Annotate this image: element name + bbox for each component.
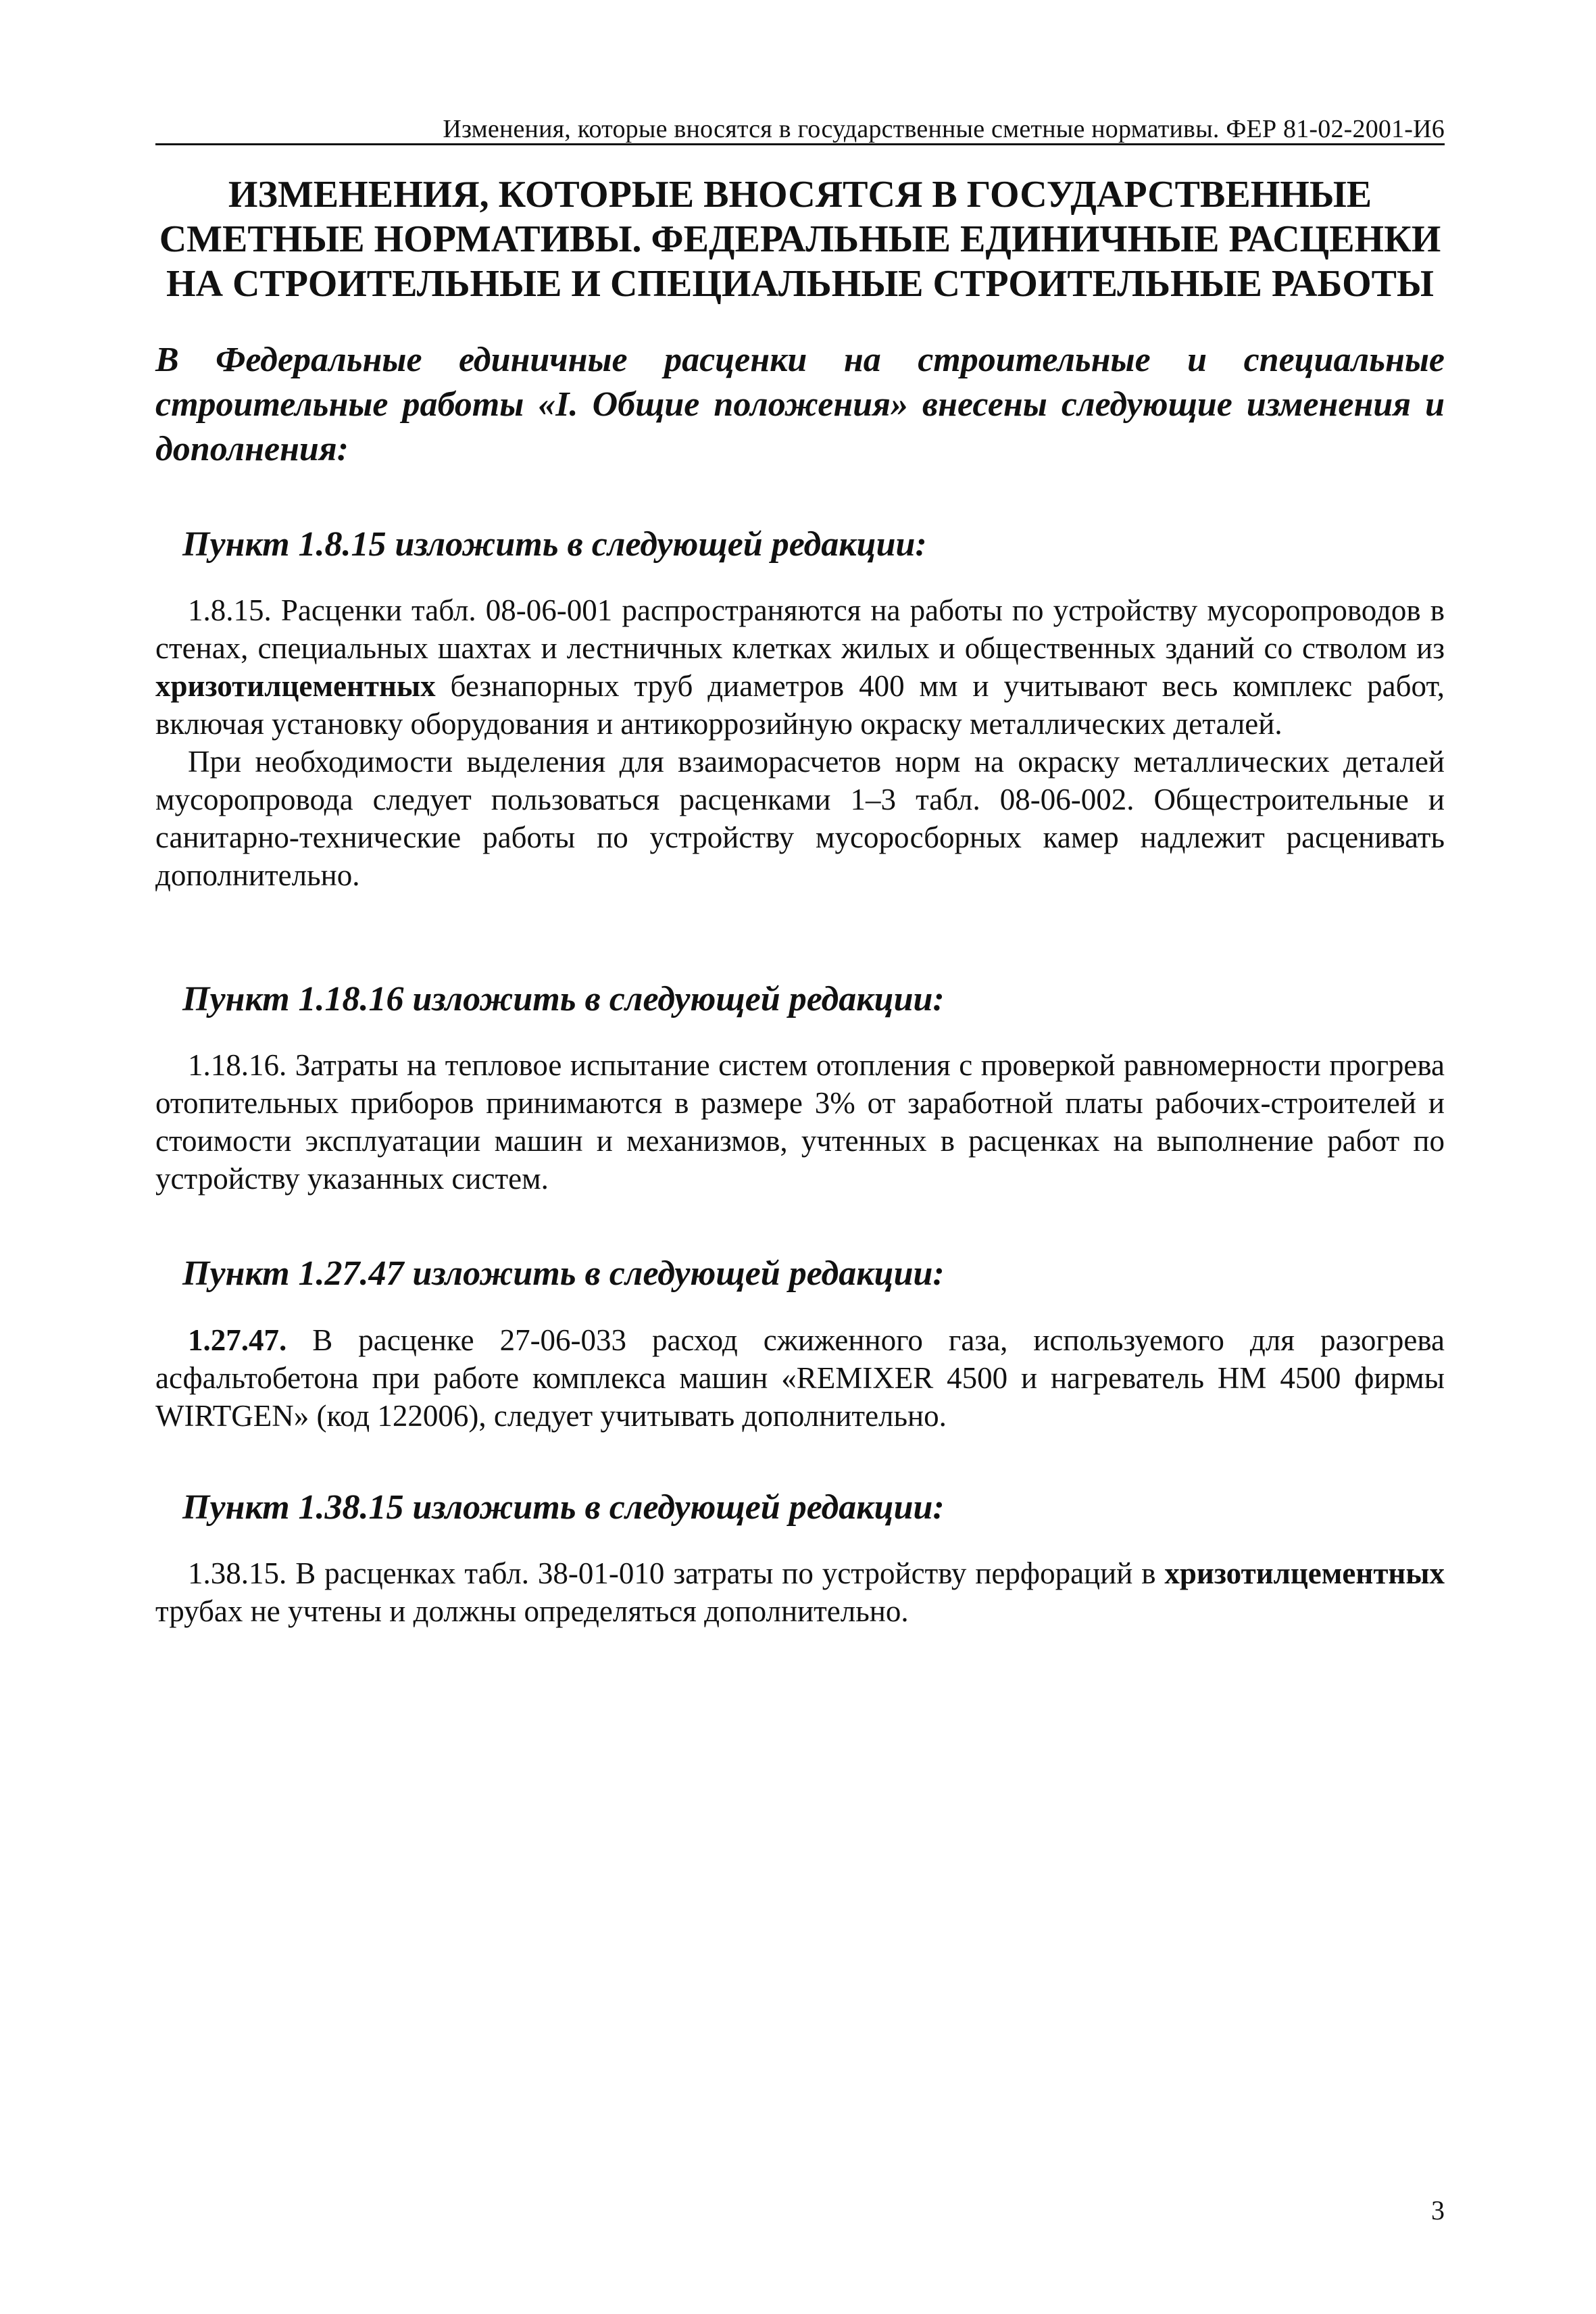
bold-term: хризотилцементных <box>1164 1556 1445 1590</box>
text-run: трубах не учтены и должны определяться дополнительно. <box>155 1594 909 1628</box>
section-heading-1-8-15: Пункт 1.8.15 изложить в следующей редакции: <box>182 525 927 564</box>
section-body-1-27-47 <box>155 1321 1445 1435</box>
running-header: Изменения, которые вносятся в государственные сметные нормативы. ФЕР 81-02-2001-И6 <box>443 115 1445 143</box>
text-run: 1.38.15. В расценках табл. 38-01-010 затраты по устройству перфораций в <box>188 1556 1165 1590</box>
section-paragraph: При необходимости выделения для взаиморасчетов норм на окраску металлических деталей мусоропровода следует пользоваться расценками 1–3 табл. 08-06-002. Общестроительные и санитарно-технические работы по устройству мусоросборных камер надлежит расценивать дополнительно. <box>155 745 1445 892</box>
bold-term: хризотилцементных <box>155 669 436 703</box>
text-run: безнапорных труб диаметров 400 мм и учитывают весь комплекс работ, включая установку оборудования и антикоррозийную окраску металлических деталей. <box>155 669 1445 741</box>
section-paragraph <box>155 1554 1445 1630</box>
section-paragraph: 1.18.16. Затраты на тепловое испытание систем отопления с проверкой равномерности прогрева отопительных приборов принимаются в размере 3% от заработной платы рабочих-строителей и стоимости эксплуатации машин и механизмов, учтенных в расценках на выполнение работ по устройству указанных систем. <box>155 1048 1445 1196</box>
bold-term: 1.27.47. <box>188 1323 287 1357</box>
section-body-1-8-15 <box>155 591 1445 894</box>
header-rule <box>155 143 1445 145</box>
section-heading-1-27-47: Пункт 1.27.47 изложить в следующей редакции: <box>182 1254 945 1293</box>
intro-paragraph: В Федеральные единичные расценки на строительные и специальные строительные работы «I. Общие положения» внесены следующие изменения и дополнения: <box>155 341 1445 468</box>
section-paragraph <box>155 1321 1445 1435</box>
text-run: В расценке 27-06-033 расход сжиженного газа, используемого для разогрева асфальтобетона при работе комплекса машин «REMIXER 4500 и нагреватель HM 4500 фирмы WIRTGEN» (код 122006), следует учитывать дополнительно. <box>155 1323 1445 1433</box>
section-body-1-18-16 <box>155 1046 1445 1198</box>
section-paragraph <box>155 591 1445 743</box>
document-title: ИЗМЕНЕНИЯ, КОТОРЫЕ ВНОСЯТСЯ В ГОСУДАРСТВЕННЫЕ СМЕТНЫЕ НОРМАТИВЫ. ФЕДЕРАЛЬНЫЕ ЕДИНИЧНЫЕ РАСЦЕНКИ НА СТРОИТЕЛЬНЫЕ И СПЕЦИАЛЬНЫЕ СТРОИТЕЛЬНЫЕ РАБОТЫ <box>159 174 1441 305</box>
section-body-1-38-15 <box>155 1554 1445 1630</box>
text-run: 1.8.15. Расценки табл. 08-06-001 распространяются на работы по устройству мусоропроводов в стенах, специальных шахтах и лестничных клетках жилых и общественных зданий со стволом из <box>155 593 1445 665</box>
section-heading-1-18-16: Пункт 1.18.16 изложить в следующей редакции: <box>182 980 945 1018</box>
section-heading-1-38-15: Пункт 1.38.15 изложить в следующей редакции: <box>182 1488 945 1527</box>
page-number: 3 <box>1431 2195 1445 2225</box>
